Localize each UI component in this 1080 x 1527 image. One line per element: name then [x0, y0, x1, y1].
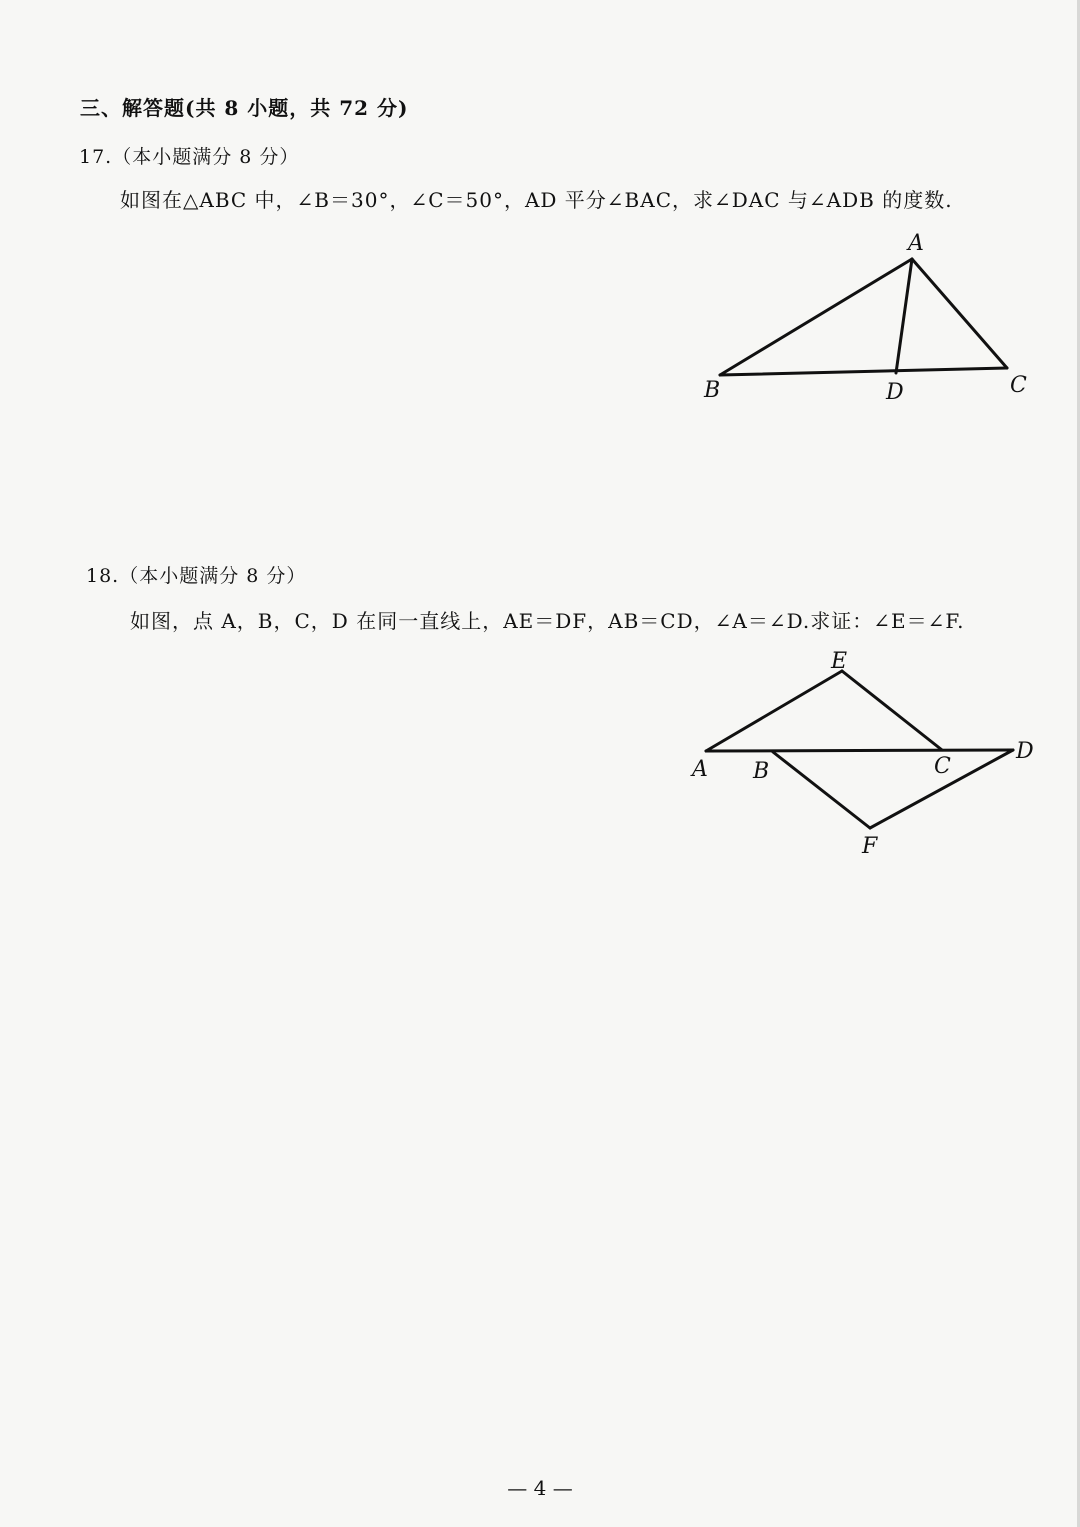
point-label-a: A — [692, 757, 708, 782]
question-17-heading: 17.（本小题满分 8 分） — [79, 146, 300, 168]
section-header: 三、解答题(共 8 小题，共 72 分) — [80, 96, 409, 120]
segment-bc — [720, 368, 1007, 375]
vertex-label-d: D — [886, 380, 904, 405]
segment-ae — [706, 671, 842, 751]
point-label-e: E — [831, 649, 848, 674]
vertex-label-a: A — [908, 231, 924, 256]
point-label-b: B — [753, 759, 770, 784]
question-17-prompt: 如图在△ABC 中，∠B＝30°，∠C＝50°，AD 平分∠BAC，求∠DAC 与∠ADB 的度数. — [120, 188, 953, 212]
point-label-c: C — [934, 754, 951, 779]
segment-ac — [912, 259, 1007, 368]
point-label-d: D — [1016, 739, 1034, 764]
segment-ec — [842, 671, 942, 750]
vertex-label-b: B — [704, 378, 721, 403]
quadrilateral-figure — [680, 645, 1060, 865]
question-18-prompt: 如图，点 A，B，C，D 在同一直线上，AE＝DF，AB＝CD，∠A＝∠D.求证：∠E＝∠F. — [130, 609, 965, 633]
vertex-label-c: C — [1010, 373, 1027, 398]
triangle-abc-figure — [690, 225, 1050, 405]
page-number: — 4 — — [507, 1476, 573, 1500]
question-18-heading: 18.（本小题满分 8 分） — [86, 565, 307, 587]
segment-ad — [896, 259, 912, 373]
segment-bf — [773, 752, 870, 828]
point-label-f: F — [862, 834, 878, 859]
segment-ab — [720, 259, 912, 375]
segment-ad — [706, 750, 1013, 751]
